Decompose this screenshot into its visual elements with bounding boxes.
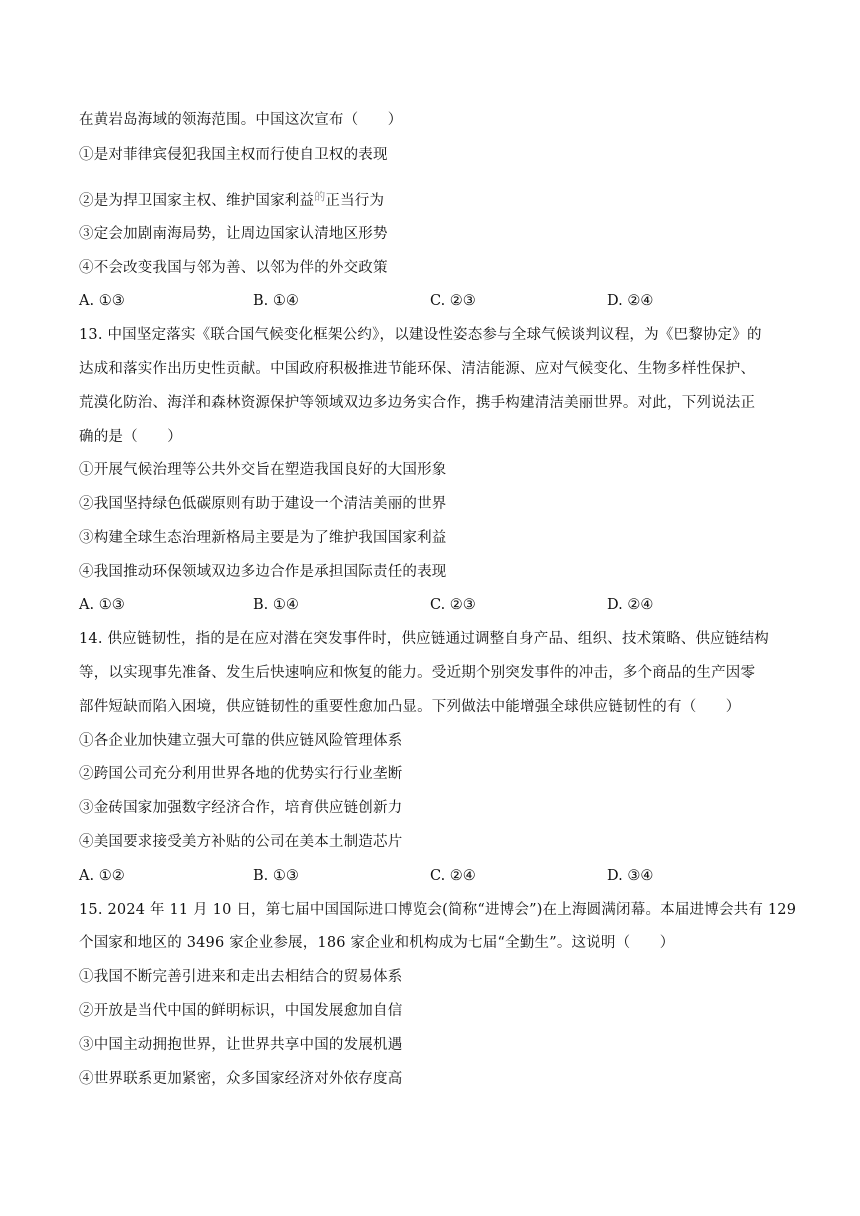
q14-statement-3: ③金砖国家加强数字经济合作，培育供应链创新力 bbox=[79, 800, 403, 816]
q12-statement-4: ④不会改变我国与邻为善、以邻为伴的外交政策 bbox=[79, 260, 388, 276]
q12-statement-2-ghost-char: 的 bbox=[314, 190, 326, 203]
q13-option-a[interactable]: A. ①③ bbox=[79, 597, 125, 613]
q15-statement-4: ④世界联系更加紧密，众多国家经济对外依存度高 bbox=[79, 1071, 403, 1087]
q13-stem-line-2: 达成和落实作出历史性贡献。中国政府积极推进节能环保、清洁能源、应对气候变化、生物多样性保护、 bbox=[79, 361, 756, 377]
q15-stem-line-2: 个国家和地区的 3496 家企业参展，186 家企业和机构成为七届“全勤生”。这说明（ ） bbox=[79, 935, 675, 951]
q13-statement-2: ②我国坚持绿色低碳原则有助于建设一个清洁美丽的世界 bbox=[79, 496, 447, 512]
q12-statement-2 bbox=[79, 187, 384, 211]
q12-stem-tail: 在黄岩岛海域的领海范围。中国这次宣布（ ） bbox=[79, 112, 403, 128]
q12-statement-2-part-a: ②是为捍卫国家主权、维护国家利益 bbox=[79, 193, 315, 209]
q13-stem-line-4: 确的是（ ） bbox=[79, 429, 182, 445]
q14-statement-1: ①各企业加快建立强大可靠的供应链风险管理体系 bbox=[79, 733, 403, 749]
q14-options bbox=[79, 866, 779, 886]
q14-stem-line-2: 等，以实现事先准备、发生后快速响应和恢复的能力。受近期个别突发事件的冲击，多个商品的生产因零 bbox=[79, 665, 756, 681]
q12-option-d[interactable]: D. ②④ bbox=[607, 293, 654, 309]
q12-option-a[interactable]: A. ①③ bbox=[79, 293, 125, 309]
q12-options bbox=[79, 291, 779, 311]
q12-option-b[interactable]: B. ①④ bbox=[253, 293, 299, 309]
q14-option-c[interactable]: C. ②④ bbox=[430, 868, 476, 884]
q14-stem-line-1: 14. 供应链韧性，指的是在应对潜在突发事件时，供应链通过调整自身产品、组织、技术策略、供应链结构 bbox=[79, 631, 769, 647]
q13-options bbox=[79, 595, 779, 615]
q14-statement-4: ④美国要求接受美方补贴的公司在美本土制造芯片 bbox=[79, 834, 403, 850]
q15-statement-1: ①我国不断完善引进来和走出去相结合的贸易体系 bbox=[79, 969, 403, 985]
q13-option-d[interactable]: D. ②④ bbox=[607, 597, 654, 613]
q15-statement-3: ③中国主动拥抱世界，让世界共享中国的发展机遇 bbox=[79, 1037, 403, 1053]
q12-statement-3: ③定会加剧南海局势，让周边国家认清地区形势 bbox=[79, 226, 388, 242]
q14-stem-line-3: 部件短缺而陷入困境，供应链韧性的重要性愈加凸显。下列做法中能增强全球供应链韧性的有（ ） bbox=[79, 699, 741, 715]
q12-statement-2-part-b: 正当行为 bbox=[325, 193, 385, 209]
q12-option-c[interactable]: C. ②③ bbox=[430, 293, 476, 309]
q13-statement-3: ③构建全球生态治理新格局主要是为了维护我国国家利益 bbox=[79, 530, 447, 546]
q13-stem-line-1: 13. 中国坚定落实《联合国气候变化框架公约》，以建设性姿态参与全球气候谈判议程，为《巴黎协定》的 bbox=[79, 327, 762, 343]
q13-option-c[interactable]: C. ②③ bbox=[430, 597, 476, 613]
q14-option-d[interactable]: D. ③④ bbox=[607, 868, 654, 884]
q13-statement-4: ④我国推动环保领域双边多边合作是承担国际责任的表现 bbox=[79, 564, 447, 580]
q14-option-b[interactable]: B. ①③ bbox=[253, 868, 299, 884]
q13-stem-line-3: 荒漠化防治、海洋和森林资源保护等领域双边多边务实合作，携手构建清洁美丽世界。对此，下列说法正 bbox=[79, 395, 756, 411]
q12-statement-1: ①是对菲律宾侵犯我国主权而行使自卫权的表现 bbox=[79, 147, 388, 163]
q15-stem-line-1: 15. 2024 年 11 月 10 日，第七届中国国际进口博览会(简称“进博会”)在上海圆满闭幕。本届进博会共有 129 bbox=[79, 902, 797, 918]
q14-option-a[interactable]: A. ①② bbox=[79, 868, 125, 884]
q13-statement-1: ①开展气候治理等公共外交旨在塑造我国良好的大国形象 bbox=[79, 462, 447, 478]
q15-statement-2: ②开放是当代中国的鲜明标识，中国发展愈加自信 bbox=[79, 1003, 403, 1019]
q14-statement-2: ②跨国公司充分利用世界各地的优势实行行业垄断 bbox=[79, 766, 403, 782]
q13-option-b[interactable]: B. ①④ bbox=[253, 597, 299, 613]
